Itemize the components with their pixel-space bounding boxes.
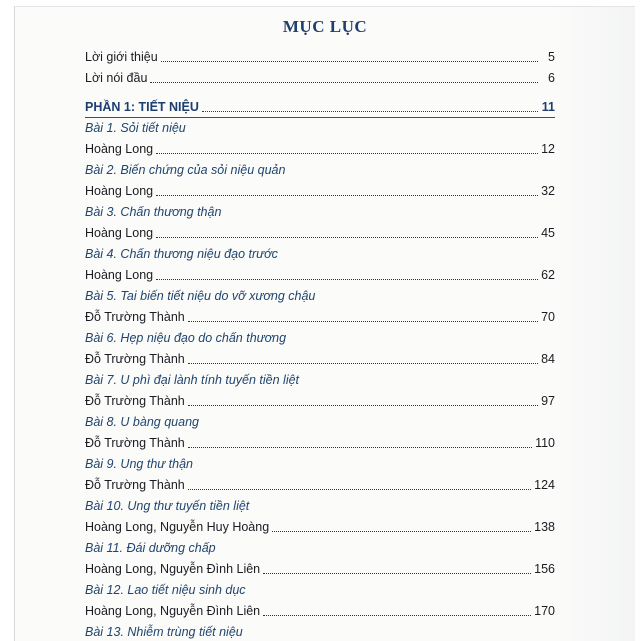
toc-lesson-author-label: Đỗ Trường Thành	[85, 436, 185, 450]
dot-leader	[263, 614, 531, 616]
toc-lesson-author[interactable]	[85, 433, 555, 454]
toc-lesson-title[interactable]: Bài 12. Lao tiết niệu sinh dục	[85, 583, 246, 597]
toc-lesson-title[interactable]: Bài 8. U bàng quang	[85, 415, 199, 429]
toc-entry-part-page-number: 11	[541, 100, 555, 114]
dot-leader	[188, 362, 538, 364]
toc-entry-part-label: PHẦN 1: TIẾT NIỆU	[85, 100, 199, 114]
page-title: MỤC LỤC	[282, 17, 368, 36]
toc-lesson-author[interactable]	[85, 601, 555, 622]
toc-lesson-author-page-number: 110	[535, 436, 555, 450]
toc-lesson-title[interactable]: Bài 1. Sỏi tiết niệu	[85, 121, 186, 135]
toc-entry-front-matter[interactable]	[85, 68, 555, 89]
toc-lesson-author-page-number: 32	[541, 184, 555, 198]
toc-entry-front-matter-page-number: 5	[548, 50, 555, 64]
toc-lesson-author-label: Hoàng Long, Nguyễn Đình Liên	[85, 562, 261, 576]
toc-lesson-author-label: Hoàng Long	[85, 184, 154, 198]
dot-leader	[188, 446, 532, 448]
toc-lesson-author-page-number: 70	[541, 310, 555, 324]
toc-lesson-author[interactable]	[85, 223, 555, 244]
toc-lesson-author-page-number: 124	[534, 478, 555, 492]
toc-lesson-author-label: Hoàng Long, Nguyễn Huy Hoàng	[85, 520, 270, 534]
toc-lesson-author[interactable]	[85, 265, 555, 286]
toc-lesson-title[interactable]: Bài 7. U phì đại lành tính tuyến tiền liệt	[85, 373, 300, 387]
toc-lesson-author-label: Đỗ Trường Thành	[85, 352, 185, 366]
dot-leader	[272, 530, 531, 532]
table-of-contents	[85, 47, 555, 641]
toc-lesson-author[interactable]	[85, 517, 555, 538]
toc-entry-front-matter-label: Lời nói đầu	[85, 71, 148, 85]
toc-lesson-author-label: Hoàng Long	[85, 226, 154, 240]
toc-lesson-title[interactable]: Bài 5. Tai biến tiết niệu do vỡ xương chậu	[85, 289, 316, 303]
toc-lesson-title[interactable]: Bài 6. Hẹp niệu đạo do chấn thương	[85, 331, 287, 345]
toc-lesson-title[interactable]: Bài 3. Chấn thương thận	[85, 205, 222, 219]
toc-lesson-author-page-number: 45	[541, 226, 555, 240]
dot-leader	[161, 60, 538, 62]
toc-lesson-author-page-number: 138	[534, 520, 555, 534]
toc-entry-front-matter-label: Lời giới thiệu	[85, 50, 158, 64]
toc-lesson-title[interactable]: Bài 2. Biến chứng của sỏi niệu quản	[85, 163, 286, 177]
dot-leader	[156, 278, 538, 280]
dot-leader	[188, 488, 531, 490]
dot-leader	[188, 320, 538, 322]
toc-lesson-author-page-number: 84	[541, 352, 555, 366]
toc-lesson-author-label: Hoàng Long	[85, 142, 154, 156]
toc-lesson-author-page-number: 170	[534, 604, 555, 618]
toc-lesson-author-label: Đỗ Trường Thành	[85, 310, 185, 324]
dot-leader	[150, 81, 538, 83]
toc-lesson-author-page-number: 12	[541, 142, 555, 156]
toc-lesson-title[interactable]: Bài 10. Ung thư tuyến tiền liệt	[85, 499, 250, 513]
dot-leader	[188, 404, 538, 406]
toc-lesson-author[interactable]	[85, 139, 555, 160]
toc-lesson-author[interactable]	[85, 559, 555, 580]
toc-entry-part[interactable]	[85, 97, 555, 118]
toc-entry-front-matter-page-number: 6	[548, 71, 555, 85]
dot-leader	[202, 110, 538, 112]
toc-lesson-author[interactable]	[85, 391, 555, 412]
toc-lesson-author-page-number: 62	[541, 268, 555, 282]
toc-lesson-author-page-number: 156	[534, 562, 555, 576]
dot-leader	[156, 152, 538, 154]
toc-lesson-title[interactable]: Bài 13. Nhiễm trùng tiết niệu	[85, 625, 243, 639]
toc-lesson-author[interactable]	[85, 307, 555, 328]
dot-leader	[156, 194, 538, 196]
toc-lesson-author-label: Hoàng Long	[85, 268, 154, 282]
toc-lesson-author-page-number: 97	[541, 394, 555, 408]
toc-lesson-author-label: Đỗ Trường Thành	[85, 394, 185, 408]
toc-lesson-author[interactable]	[85, 349, 555, 370]
toc-lesson-author-label: Đỗ Trường Thành	[85, 478, 185, 492]
toc-lesson-author[interactable]	[85, 181, 555, 202]
toc-page	[14, 6, 635, 641]
dot-leader	[156, 236, 538, 238]
dot-leader	[263, 572, 531, 574]
toc-entry-front-matter[interactable]	[85, 47, 555, 68]
toc-lesson-author[interactable]	[85, 475, 555, 496]
toc-lesson-title[interactable]: Bài 11. Đái dưỡng chấp	[85, 541, 216, 555]
toc-lesson-title[interactable]: Bài 4. Chấn thương niệu đạo trước	[85, 247, 278, 261]
toc-lesson-author-label: Hoàng Long, Nguyễn Đình Liên	[85, 604, 261, 618]
page-edge-shadow	[555, 7, 635, 641]
toc-lesson-title[interactable]: Bài 9. Ung thư thận	[85, 457, 193, 471]
